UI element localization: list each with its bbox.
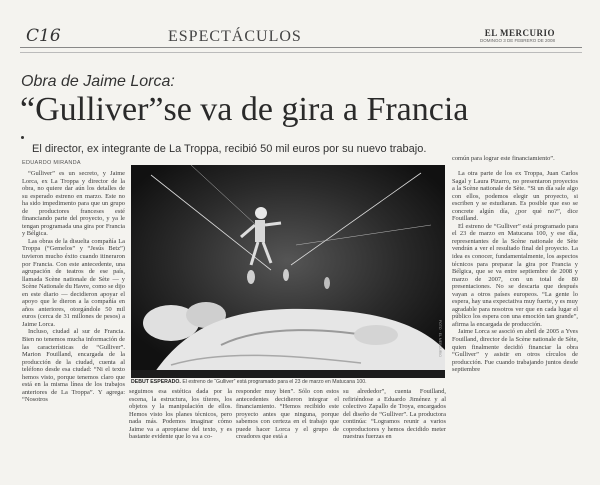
column-4 [343, 388, 446, 441]
paragraph: común para lograr este financiamiento”. [452, 155, 555, 162]
masthead [480, 28, 555, 43]
section-title: ESPECTÁCULOS [168, 28, 302, 45]
article-photo [131, 165, 445, 378]
paragraph: “Gulliver” es un secreto, y Jaime Lorca, ex La Troppa y director de la obra, no quiere dar aún los detalles de su esperado estreno en marzo. Este no ha sido impedimento para que un grupo de productores franceses esté financiando parte del proyecto, y ya le tengan programada una gira por Francia y Bélgica. [22, 170, 125, 238]
bullet-icon [21, 136, 24, 139]
header-rule-thin [20, 52, 582, 53]
issue-date: DOMINGO 3 DE FEBRERO DE 2008 [480, 38, 556, 43]
paragraph: su alrededor”, cuenta Fouilland, refiriéndose a Eduardo Jiménez y al colectivo Zapallo de Troya, encargados del diseño de “Gulliver”. La productora continúa: “Logramos reunir a varios coproductores y hemos decidido meter nuestras fuerzas en [343, 388, 446, 441]
paragraph: Jaime Lorca se asoció en abril de 2005 a Yves Fouilland, director de la Scène nationale de Sète, quien finalmente decidió financiar la obra “Gulliver” y asistir en otros círculos de producción. Fue cuando trabajando juntos desde septiembre [452, 328, 578, 374]
paragraph: La otra parte de los ex Troppa, Juan Carlos Sagal y Laura Pizarro, no presentaron proyectos a la Scène nationale de Sète. “Si un día sale algo con ellos, podemos elegir un proyecto, si escriben y se estudiaran. Es posible que eso se concrete algún día, ¿por qué no?”, dice Fouilland. [452, 170, 578, 223]
article-headline: “Gulliver”se va de gira a Francia [20, 91, 469, 128]
paragraph: Las obras de la disuelta compañía La Troppa (“Gemelos” y “Jesús Betz”) tuvieron mucho éxito cuando itineraron por Francia. Con este antecedente, una agrupación de teatros de ese país, llamada Scène nationale de Sète — y Scène Nationale du Havre, como se dijo en este diario — decidieron apoyar el apoyo que le dieron a la compañía en años anteriores, otorgándole 50 mil euros (cerca de 31 millones de pesos) a Jaime Lorca. [22, 237, 125, 328]
byline: EDUARDO MIRANDA [22, 160, 81, 166]
newspaper-name: EL MERCURIO [484, 28, 556, 38]
puppet-photo-graphic [131, 165, 445, 378]
caption-lead: DEBUT ESPERADO. [131, 379, 181, 385]
photo-caption [131, 379, 445, 385]
paragraph: El estreno de “Gulliver” está programado para el 23 de marzo en Matucana 100, y ese día, representantes de la Scène nationale de Sète vendrán a ver el resultado final del proyecto. La idea es conocer, fundamentalmente, los aspectos técnicos para preparar la gira por Francia y Bélgica, que se va entre septiembre de 2008 y marzo de 2007, con un total de 80 presentaciones. No se descarta que después vayan a otros países europeos. “La gente lo espera, hay una expectativa muy fuerte, y es muy agradable para nosotros ver que en cada lugar el público los espera con una emoción tan grande”, afirma la encargada de producción. [452, 222, 578, 328]
caption-text: El estreno de “Gulliver” está programado para el 23 de marzo en Matucana 100. [180, 379, 367, 385]
paragraph: responder muy bien”. Sólo con estos antecedentes decidieron integrar el financiamiento. “Hemos recibido este proyecto antes que ninguna, porque sabemos con certeza en el trabajo que puede hacer Lorca y el grupo de creadores que está a [236, 388, 339, 441]
page-number: C16 [26, 26, 61, 46]
article-deck: El director, ex integrante de La Troppa, recibió 50 mil euros por su nuevo trabajo. [32, 143, 427, 155]
paragraph: Incluso, ciudad al sur de Francia. Bien no tenemos mucha información de las características de “Gulliver”. Marion Fouilland, encargada de la producción de la ciudad, cuenta al teléfono desde esa ciudad: “Ni el texto hemos visto, porque tenemos claro que está en la misma línea de los trabajos anteriores de La Troppa”. Y agrega: “Nosotros [22, 328, 125, 404]
column-5 [452, 170, 578, 374]
article-kicker: Obra de Jaime Lorca: [21, 73, 175, 90]
column-5-top [452, 155, 578, 163]
column-3 [236, 388, 339, 441]
paragraph: seguimos esa estética dada por la escena, la estructura, los títeres, los objetos y la manipulación de ellos. Hemos visto los planes técnicos, pero nada más. Podemos imaginar cómo Jaime va a apropiarse del texto, y es bastante evidente que lo va a co- [129, 388, 232, 441]
header-rule [20, 47, 582, 48]
column-2 [129, 388, 232, 441]
column-1 [22, 170, 125, 404]
photo-credit: FOTO · EL MERCURIO [438, 320, 442, 357]
